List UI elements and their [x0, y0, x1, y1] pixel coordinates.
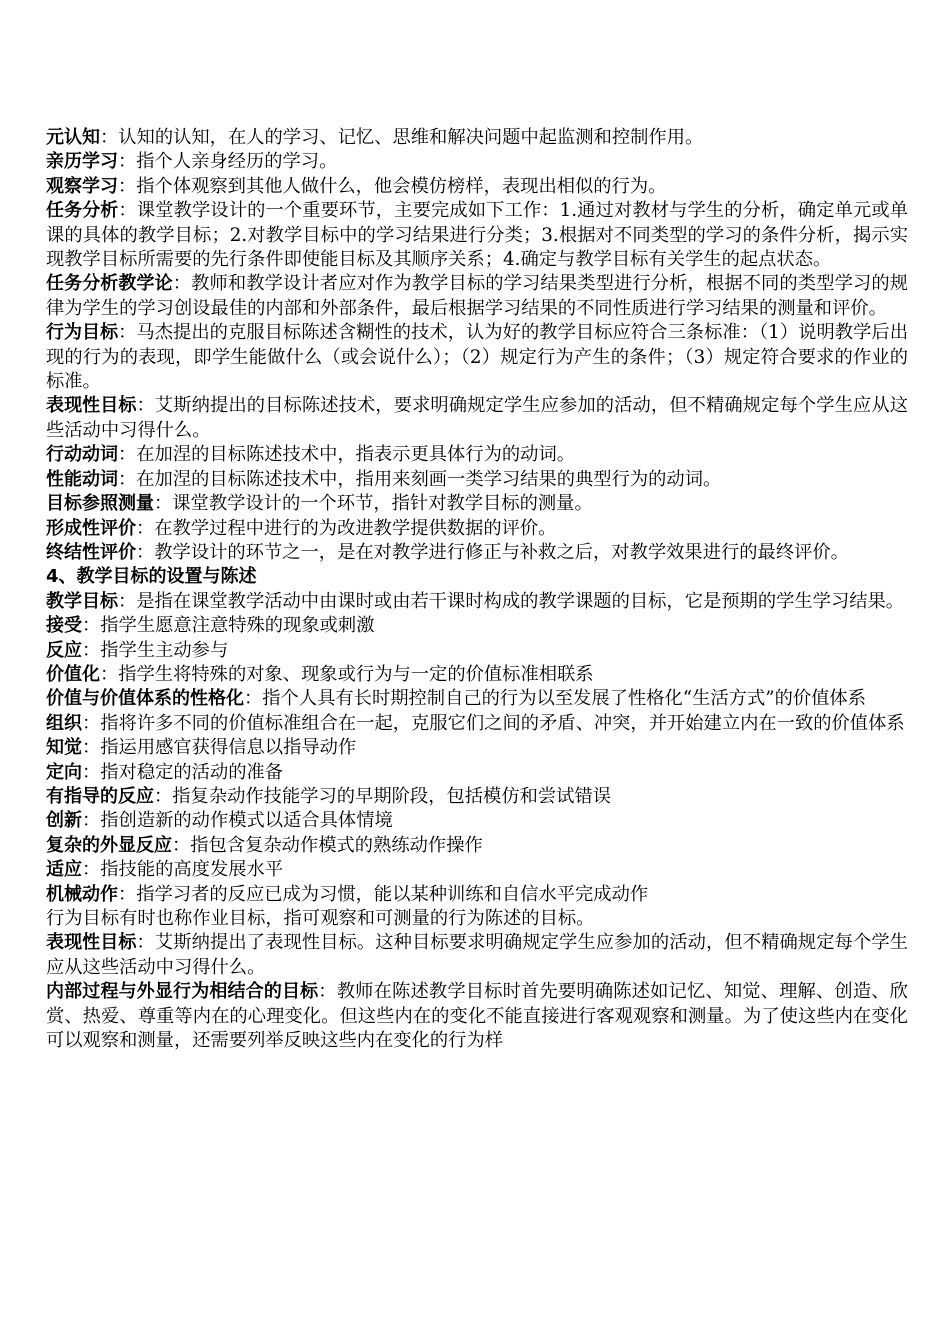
entry-characterization	[46, 687, 908, 711]
entry-criterion-referenced	[46, 492, 908, 516]
entry-receiving	[46, 614, 908, 638]
term: 内部过程与外显行为相结合的目标	[46, 981, 319, 1003]
definition: ：是指在课堂教学活动中由课时或由若干课时构成的教学课题的目标，它是预期的学生学习结果。	[118, 590, 905, 612]
term: 目标参照测量	[46, 493, 154, 515]
term: 知觉	[46, 737, 82, 759]
term: 元认知	[46, 127, 100, 148]
definition: ：认知的认知，在人的学习、记忆、思维和解决问题中起监测和控制作用。	[100, 127, 704, 148]
term: 教学目标	[46, 590, 118, 612]
document-page	[46, 126, 908, 1053]
entry-task-analysis-theory	[46, 272, 908, 321]
definition: ：课堂教学设计的一个环节，指针对教学目标的测量。	[154, 493, 593, 515]
definition: ：在加涅的目标陈述技术中，指表示更具体行为的动词。	[118, 444, 576, 466]
definition: ：艾斯纳提出的目标陈述技术，要求明确规定学生应参加的活动，但不精确规定每个学生应从这些活动中习得什么。	[46, 395, 909, 441]
entry-organization	[46, 712, 908, 736]
definition: ：教学设计的环节之一，是在对教学进行修正与补救之后，对教学效果进行的最终评价。	[136, 541, 849, 563]
entry-expressive-objective	[46, 394, 908, 443]
definition: ：教师和教学设计者应对作为教学目标的学习结果类型进行分析，根据不同的类型学习的规律为学生的学习创设最佳的内部和外部条件，最后根据学习结果的不同性质进行学习结果的测量和评价。	[46, 273, 909, 319]
entry-direct-learning	[46, 150, 908, 174]
term: 任务分析教学论	[46, 273, 173, 295]
term: 行为目标	[46, 322, 119, 344]
term: 创新	[46, 810, 82, 832]
definition: ：指技能的高度发展水平	[82, 859, 284, 881]
term: 性能动词	[46, 468, 118, 490]
term: 表现性目标	[46, 395, 137, 417]
entry-meta-cognition	[46, 126, 908, 150]
definition: ：教师在陈述教学目标时首先要明确陈述如记忆、知觉、理解、创造、欣赏、热爱、尊重等内在的心理变化。但这些内在的变化不能直接进行客观观察和测量。为了使这些内在变化可以观察和测量，还需要列举反映这些内在变化的行为样	[46, 981, 908, 1052]
definition: ：指学习者的反应已成为习惯，能以某种训练和自信水平完成动作	[118, 883, 649, 905]
term: 价值化	[46, 663, 100, 685]
definition: ：在教学过程中进行的为改进教学提供数据的评价。	[136, 517, 557, 539]
entry-behavioral-objective	[46, 321, 908, 394]
definition: ：马杰提出的克服目标陈述含糊性的技术，认为好的教学目标应符合三条标准：（1）说明教学后出现的行为的表现，即学生能做什么（或会说什么）；（2）规定行为产生的条件；（3）规定符合要求的作业的标准。	[46, 322, 908, 393]
term: 亲历学习	[46, 151, 118, 173]
entry-perception	[46, 736, 908, 760]
entry-origination	[46, 809, 908, 833]
entry-action-verb	[46, 443, 908, 467]
entry-guided-response	[46, 785, 908, 809]
term: 观察学习	[46, 175, 118, 197]
plain-paragraph: 行为目标有时也称作业目标，指可观察和可测量的行为陈述的目标。	[46, 908, 595, 929]
definition: ：指将许多不同的价值标准组合在一起，克服它们之间的矛盾、冲突，并开始建立内在一致的价值体系	[82, 712, 905, 734]
definition: ：指复杂动作技能学习的早期阶段，包括模仿和尝试错误	[154, 785, 612, 807]
definition: ：指个人亲身经历的学习。	[118, 151, 338, 173]
term: 复杂的外显反应	[46, 834, 172, 856]
term: 反应	[46, 639, 82, 661]
definition: ：指运用感官获得信息以指导动作	[82, 737, 357, 759]
term: 机械动作	[46, 883, 118, 905]
entry-formative-evaluation	[46, 517, 908, 541]
definition: ：在加涅的目标陈述技术中，指用来刻画一类学习结果的典型行为的动词。	[118, 468, 722, 490]
definition: ：指创造新的动作模式以适合具体情境	[82, 810, 393, 832]
section-heading: 4、教学目标的设置与陈述	[46, 566, 257, 588]
definition: ：指包含复杂动作模式的熟练动作操作	[172, 834, 483, 856]
term: 任务分析	[46, 200, 119, 222]
term: 行动动词	[46, 444, 118, 466]
term: 组织	[46, 712, 82, 734]
definition: ：指学生愿意注意特殊的现象或刺激	[82, 615, 375, 637]
entry-observational-learning	[46, 175, 908, 199]
term: 形成性评价	[46, 517, 136, 539]
entry-set	[46, 761, 908, 785]
definition: ：艾斯纳提出了表现性目标。这种目标要求明确规定学生应参加的活动，但不精确规定每个学生应从这些活动中习得什么。	[46, 932, 909, 978]
definition: ：指个人具有长时期控制自己的行为以至发展了性格化“生活方式”的价值体系	[244, 688, 866, 710]
definition: ：指个体观察到其他人做什么，他会模仿榜样，表现出相似的行为。	[118, 175, 667, 197]
definition: ：课堂教学设计的一个重要环节，主要完成如下工作：1.通过对教材与学生的分析，确定单元或单课的具体的教学目标；2.对教学目标中的学习结果进行分类；3.根据对不同类型的学习的条件分析，揭示实现教学目标所需要的先行条件即使能目标及其顺序关系；4.确定与教学目标有关学生的起点状态。	[46, 200, 908, 271]
definition: ：指学生主动参与	[82, 639, 229, 661]
term: 表现性目标	[46, 932, 137, 954]
term: 适应	[46, 859, 82, 881]
entry-responding	[46, 639, 908, 663]
entry-capability-verb	[46, 468, 908, 492]
entry-summative-evaluation	[46, 541, 908, 565]
entry-teaching-objective	[46, 590, 908, 614]
entry-valuing	[46, 663, 908, 687]
entry-mechanism	[46, 883, 908, 907]
entry-adaptation	[46, 858, 908, 882]
definition: ：指学生将特殊的对象、现象或行为与一定的价值标准相联系	[100, 663, 594, 685]
term: 定向	[46, 761, 82, 783]
term: 有指导的反应	[46, 785, 154, 807]
definition: ：指对稳定的活动的准备	[82, 761, 284, 783]
entry-complex-overt-response	[46, 834, 908, 858]
entry-combined-objective	[46, 980, 908, 1053]
entry-task-analysis	[46, 199, 908, 272]
term: 接受	[46, 615, 82, 637]
term: 价值与价值体系的性格化	[46, 688, 244, 710]
entry-expressive-objective-2	[46, 931, 908, 980]
term: 终结性评价	[46, 541, 136, 563]
